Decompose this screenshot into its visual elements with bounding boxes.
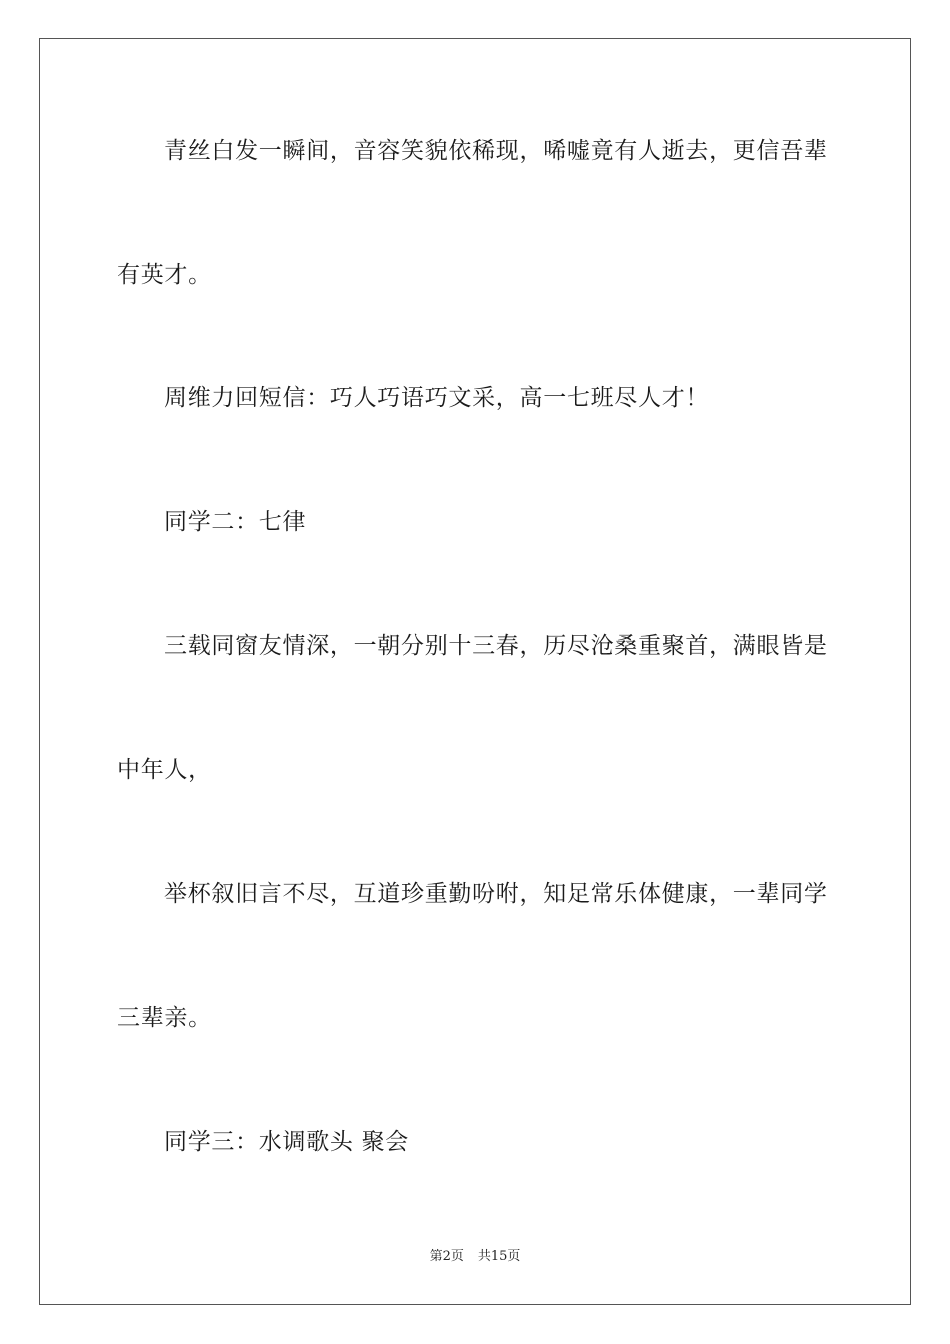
page-number-total: 共15页 (477, 1249, 521, 1264)
page-border (39, 38, 911, 1305)
page-footer (0, 1248, 950, 1266)
paragraph-1-line-2: 有英才。 (117, 262, 212, 288)
paragraph-3-heading: 同学二：七律 (164, 509, 307, 535)
paragraph-6-heading: 同学三：水调歌头 聚会 (164, 1129, 410, 1155)
paragraph-4-line-2: 中年人， (117, 757, 212, 783)
paragraph-4-line-1: 三载同窗友情深，一朝分别十三春，历尽沧桑重聚首，满眼皆是 (164, 633, 828, 659)
page-number-current: 第2页 (429, 1249, 464, 1264)
paragraph-2: 周维力回短信：巧人巧语巧文采，高一七班尽人才！ (164, 385, 710, 411)
paragraph-1-line-1: 青丝白发一瞬间，音容笑貌依稀现，唏嘘竟有人逝去，更信吾辈 (164, 138, 828, 164)
paragraph-5-line-2: 三辈亲。 (117, 1005, 212, 1031)
paragraph-5-line-1: 举杯叙旧言不尽，互道珍重勤吩咐，知足常乐体健康，一辈同学 (164, 881, 828, 907)
